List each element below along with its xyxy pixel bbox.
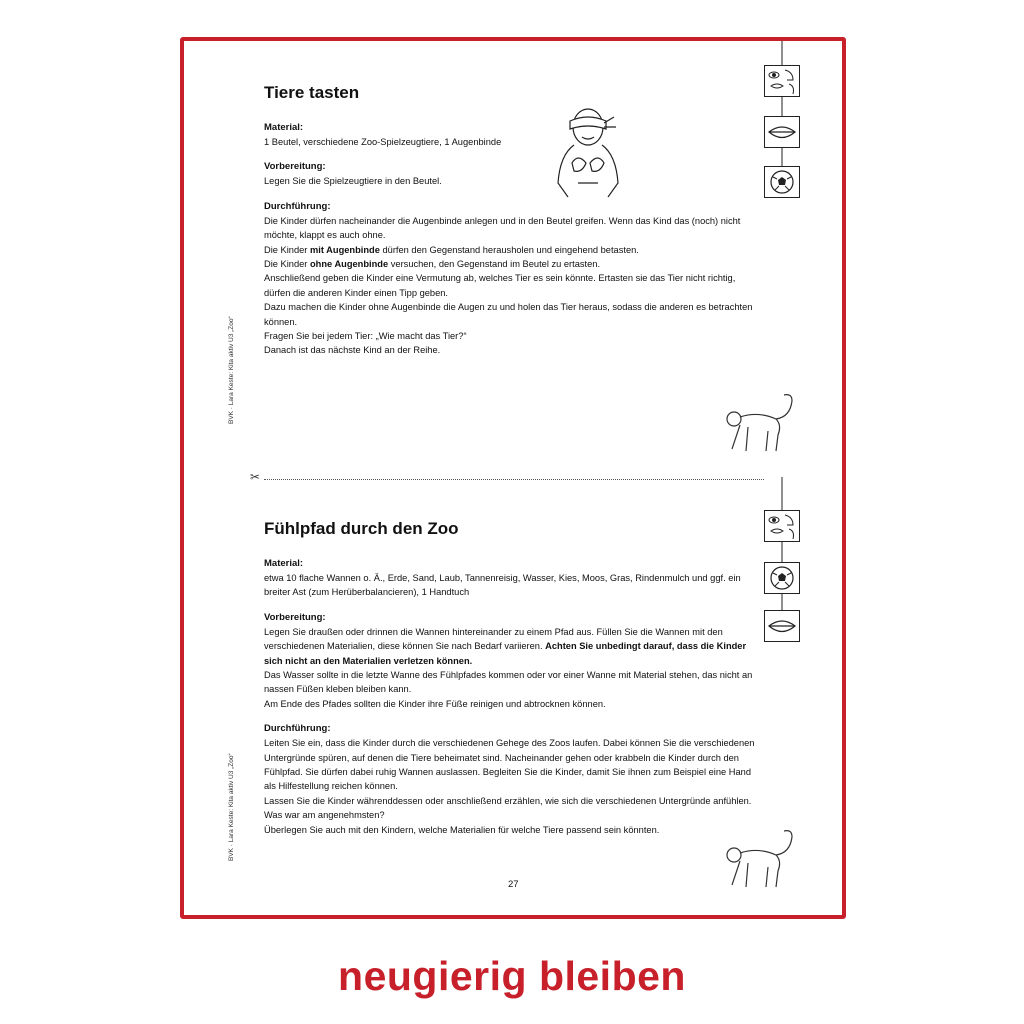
monkey-illustration bbox=[718, 391, 802, 455]
material-label: Material: bbox=[264, 558, 304, 569]
blindfolded-child-illustration bbox=[548, 103, 628, 199]
paragraph: Die Kinder dürfen nacheinander die Augenbinde anlegen und in den Beutel greifen. Wenn das Kind das (noch) nicht möchte, klappt es auch ohne. bbox=[264, 215, 741, 241]
paragraph: Dazu machen die Kinder ohne Augenbinde die Augen zu und holen das Tier heraus, sodass die anderen es betrachten können. bbox=[264, 302, 753, 327]
mouth-icon bbox=[764, 610, 800, 642]
section-title: Tiere tasten bbox=[264, 83, 360, 102]
monkey-illustration bbox=[718, 827, 802, 891]
durchfuehrung-label: Durchführung: bbox=[264, 723, 331, 735]
footer-slogan: neugierig bleiben bbox=[338, 953, 686, 999]
vorbereitung-label: Vorbereitung: bbox=[264, 611, 326, 623]
scissors-icon: ✂ bbox=[250, 470, 261, 484]
paragraph: Die Kinder mit Augenbinde dürfen den Gegenstand herausholen und eingehend betasten. bbox=[264, 244, 639, 255]
senses-icon bbox=[764, 510, 800, 542]
vorbereitung-text: Legen Sie die Spielzeugtiere in den Beutel. bbox=[264, 176, 442, 187]
paragraph: Legen Sie draußen oder drinnen die Wannen hintereinander zu einem Pfad aus. Füllen Sie die Wannen mit den verschiedenen Materialien, diese können Sie nach Bedarf variieren. Achten Sie unbedingt darauf, dass die Kinder sich nicht an den Materialien verletzen können. bbox=[264, 626, 747, 666]
paragraph: Die Kinder ohne Augenbinde versuchen, den Gegenstand im Beutel zu ertasten. bbox=[264, 259, 601, 270]
section-title: Fühlpfad durch den Zoo bbox=[264, 519, 459, 538]
page-number: 27 bbox=[508, 879, 519, 890]
durchfuehrung-label: Durchführung: bbox=[264, 200, 331, 212]
material-text: 1 Beutel, verschiedene Zoo-Spielzeugtiere, 1 Augenbinde bbox=[264, 137, 502, 147]
paragraph: Anschließend geben die Kinder eine Vermutung ab, welches Tier es sein könnte. Ertasten sie das Tier nicht richtig, dürfen die anderen Kinder einen Tipp geben. bbox=[264, 273, 736, 298]
senses-icon bbox=[764, 65, 800, 97]
material-label: Material: bbox=[264, 122, 304, 133]
worksheet-page bbox=[180, 37, 846, 919]
paragraph: Lassen Sie die Kinder währenddessen oder anschließend erzählen, wie sich die verschiedenen Untergründe anfühlen. Was war am angenehmsten? bbox=[264, 795, 752, 821]
section-fuehlpfad bbox=[264, 519, 764, 837]
paragraph: Das Wasser sollte in die letzte Wanne des Fühlpfades kommen oder vor einer Wanne mit Material stehen, das nicht an nassen Füßen kleben bleiben kann. bbox=[264, 670, 753, 695]
mouth-icon bbox=[764, 116, 800, 148]
side-note-top: BVK · Lara Keste: Kita aktiv U3 „Zoo“ bbox=[228, 316, 235, 424]
ball-icon bbox=[764, 562, 800, 594]
material-text: etwa 10 flache Wannen o. Ä., Erde, Sand, Laub, Tannenreisig, Wasser, Kies, Moos, Gras, Rindenmulch und ggf. ein breiter Ast (zum Herüberbalancieren), 1 Handtuch bbox=[264, 573, 741, 598]
paragraph: Danach ist das nächste Kind an der Reihe. bbox=[264, 345, 441, 356]
cut-line bbox=[264, 479, 764, 480]
paragraph: Am Ende des Pfades sollten die Kinder ihre Füße reinigen und abtrocknen können. bbox=[264, 698, 606, 709]
vorbereitung-text bbox=[264, 625, 764, 711]
durchfuehrung-text bbox=[264, 214, 764, 358]
vorbereitung-label: Vorbereitung: bbox=[264, 161, 326, 173]
side-note-bottom: BVK · Lara Keste: Kita aktiv U3 „Zoo“ bbox=[228, 753, 235, 861]
paragraph: Leiten Sie ein, dass die Kinder durch die verschiedenen Gehege des Zoos laufen. Dabei können Sie die verschiedenen Untergründe spüren, auf denen die Tiere beheimatet sind. Nacheinander gehen oder krabbeln die Kinder durch den Fühlpfad. Sie dürfen dabei ruhig Wannen auslassen. Begleiten Sie die Kinder, damit Sie ihnen zum Beispiel eine Hand als Hilfestellung reichen können. bbox=[264, 738, 755, 792]
paragraph: Fragen Sie bei jedem Tier: „Wie macht das Tier?“ bbox=[264, 331, 467, 342]
section-tiere-tasten bbox=[264, 83, 764, 358]
paragraph: Überlegen Sie auch mit den Kindern, welche Materialien für welche Tiere passend sein könnten. bbox=[264, 824, 660, 835]
ball-icon bbox=[764, 166, 800, 198]
durchfuehrung-text bbox=[264, 736, 764, 837]
